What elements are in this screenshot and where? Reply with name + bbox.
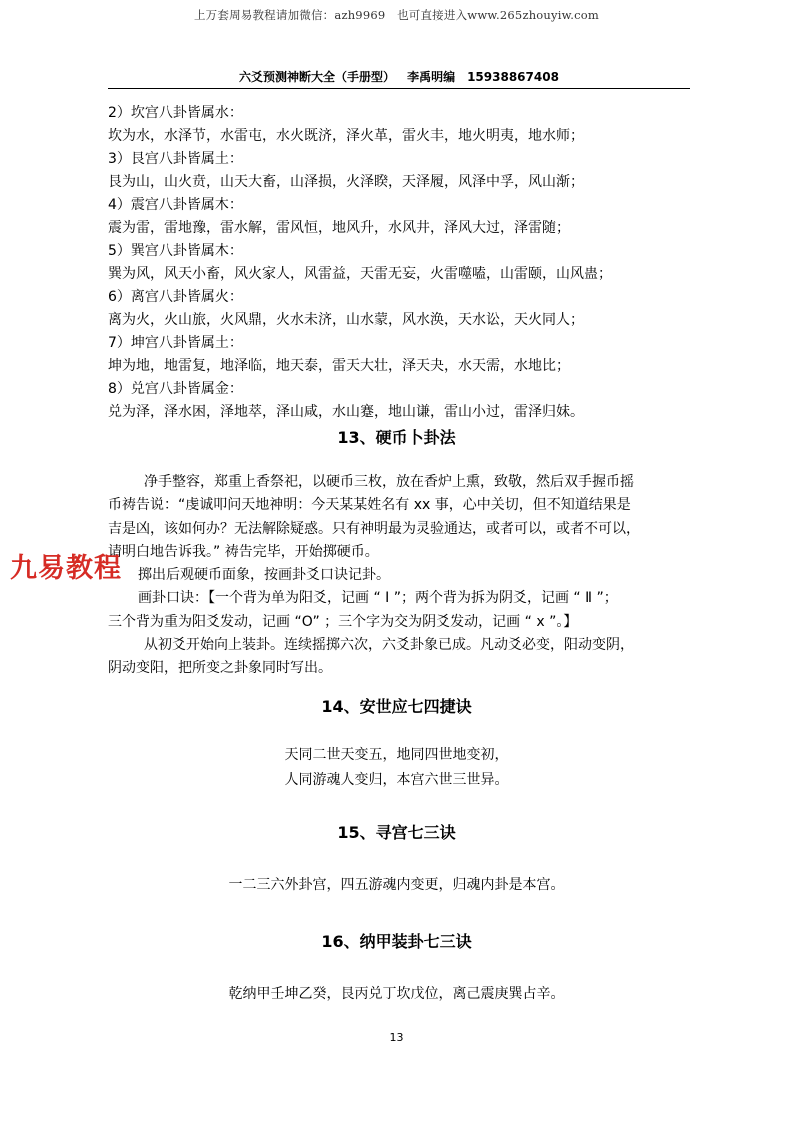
section-14-heading: 14、安世应七四捷诀 — [321, 697, 472, 716]
palace-line: 5）巽宫八卦皆属木： — [108, 243, 243, 259]
paragraph-line: 掷出后观硬币面象，按画卦爻口诀记卦。 — [138, 567, 390, 584]
author-phone: 15938867408 — [467, 70, 559, 84]
paragraph-line: 吉是凶，该如何办？无法解除疑惑。只有神明最为灵验通达，或者可以，或者不可以， — [108, 520, 640, 537]
palace-line: 坤为地，地雷复，地泽临，地天泰，雷天大壮，泽天夬，水天需，水地比； — [108, 358, 570, 374]
book-header — [108, 68, 690, 89]
palace-line: 3）艮宫八卦皆属土： — [108, 151, 243, 167]
paragraph-line: 画卦口诀：【一个背为单为阳爻，记画 “ Ⅰ ”；两个背为拆为阴爻，记画 “ Ⅱ ”； — [138, 590, 618, 607]
palace-line: 离为火，火山旅，火风鼎，火水未济，山水蒙，风水涣，天水讼，天火同人； — [108, 312, 584, 328]
paragraph-line: 请明白地告诉我。” 祷告完毕，开始掷硬币。 — [108, 543, 379, 560]
palace-line: 2）坎宫八卦皆属水： — [108, 105, 243, 121]
palace-line: 震为雷，雷地豫，雷水解，雷风恒，地风升，水风井，泽风大过，泽雷随； — [108, 220, 570, 236]
section-15-body — [0, 873, 793, 898]
page-number: 13 — [389, 1031, 404, 1044]
section-13-heading: 13、硬币卜卦法 — [337, 428, 456, 447]
palace-list — [108, 102, 690, 424]
book-author: 李禹明编 — [407, 70, 456, 84]
palace-line: 巽为风，风天小畜，风火家人，风雷益，天雷无妄，火雷噬嗑，山雷颐，山风蛊； — [108, 266, 612, 282]
verse-line: 人同游魂人变归，本宫六世三世异。 — [284, 772, 509, 788]
palace-line: 7）坤宫八卦皆属土： — [108, 335, 243, 351]
palace-line: 坎为水，水泽节，水雷屯，水火既济，泽火革，雷火丰，地火明夷，地水师； — [108, 128, 584, 144]
palace-line: 兑为泽，泽水困，泽地萃，泽山咸，水山蹇，地山谦，雷山小过，雷泽归妹。 — [108, 404, 584, 420]
verse-line: 一二三六外卦宫，四五游魂内变更，归魂内卦是本宫。 — [228, 877, 565, 893]
paragraph-line: 从初爻开始向上装卦。连续摇掷六次，六爻卦象已成。凡动爻必变，阳动变阴， — [144, 637, 634, 654]
palace-line: 6）离宫八卦皆属火： — [108, 289, 243, 305]
paragraph-line: 净手整容，郑重上香祭祀，以硬币三枚，放在香炉上熏，致敬，然后双手握币摇 — [144, 474, 634, 490]
section-15-heading: 15、寻宫七三诀 — [337, 823, 456, 842]
verse-line: 天同二世天变五，地同四世地变初， — [284, 747, 509, 763]
palace-line: 4）震宫八卦皆属木： — [108, 197, 243, 213]
verse-line: 乾纳甲壬坤乙癸，艮丙兑丁坎戊位，离己震庚巽占辛。 — [228, 986, 565, 1002]
watermark-logo: 九易教程 — [10, 553, 122, 584]
paragraph-line: 三个背为重为阳爻发动，记画 “O” ；三个字为交为阴爻发动，记画 “ x ”。】 — [108, 613, 578, 630]
section-14-body — [0, 743, 793, 793]
section-13-body — [108, 471, 690, 681]
paragraph-line: 币祷告说：“虔诚叩问天地神明：今天某某姓名有 xx 事，心中关切，但不知道结果是 — [108, 497, 631, 514]
palace-line: 艮为山，山火贲，山天大畜，山泽损，火泽睽，天泽履，风泽中孚，风山渐； — [108, 174, 584, 190]
section-16-body — [0, 982, 793, 1007]
paragraph-line: 阴动变阳，把所变之卦象同时写出。 — [108, 660, 332, 677]
top-banner: 上万套周易教程请加微信：azh9969 也可直接进入www.265zhouyiw.com — [193, 8, 600, 22]
book-title: 六爻预测神断大全（手册型） — [239, 70, 396, 84]
section-16-heading: 16、纳甲装卦七三诀 — [321, 932, 472, 951]
palace-line: 8）兑宫八卦皆属金： — [108, 381, 243, 397]
